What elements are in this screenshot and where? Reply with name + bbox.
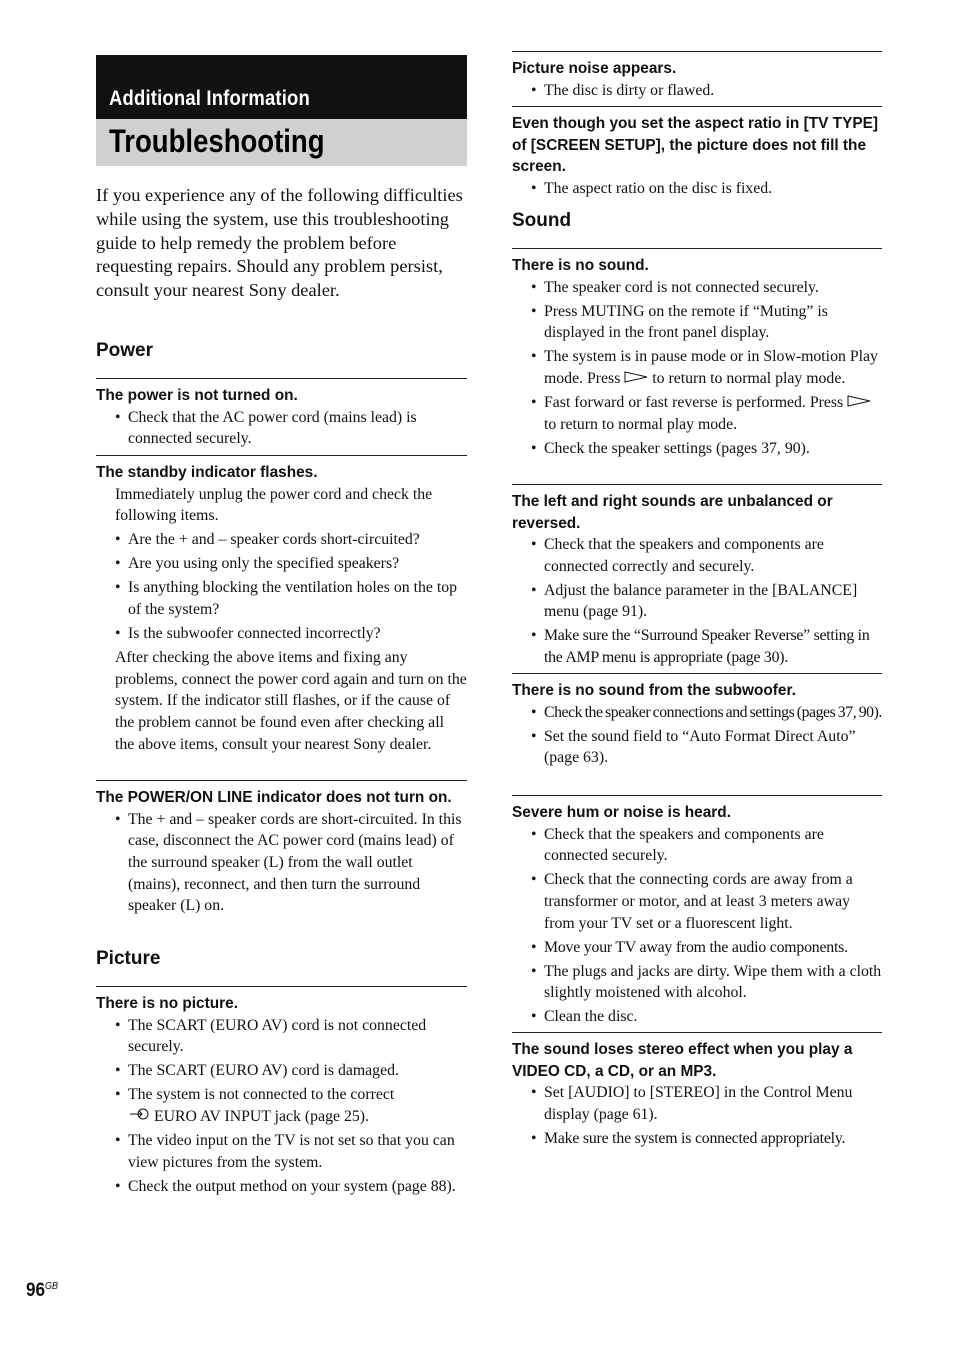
list-item: • Move your TV away from the audio components. [512, 937, 882, 959]
power-q2-after: After checking the above items and fixing any problems, connect the power cord again and turn on the system. If the indicator still flashes, or if the cause of the problem cannot be found even after checking all the above items, consult your nearest Sony dealer. [115, 648, 467, 753]
list-item: • The video input on the TV is not set so that you can view pictures from the system. [96, 1130, 467, 1173]
list-item: • The disc is dirty or flawed. [512, 80, 882, 102]
list-item: • Check the speaker connections and settings (pages 37, 90). [512, 702, 882, 724]
power-q1-title: The power is not turned on. [96, 378, 467, 407]
list-item: • Fast forward or fast reverse is performed. Press to return to normal play mode. [512, 392, 882, 435]
picture-q2 [512, 51, 882, 104]
list-item: • Adjust the balance parameter in the [BALANCE] menu (page 91). [512, 580, 882, 623]
picture-q3-title: Even though you set the aspect ratio in [TV TYPE] of [SCREEN SETUP], the picture does not fill the screen. [512, 106, 882, 178]
page-suffix: GB [45, 1281, 59, 1292]
sound-q4 [512, 795, 882, 1030]
list-item: • Check the speaker settings (pages 37, 90). [512, 438, 882, 460]
section-title: Additional Information [109, 87, 310, 110]
title-banner [96, 119, 467, 166]
list-item: • Press MUTING on the remote if “Muting” is displayed in the front panel display. [512, 301, 882, 344]
sound-q3 [512, 673, 882, 771]
list-item: • The speaker cord is not connected securely. [512, 277, 882, 299]
list-item: • Are you using only the specified speakers? [96, 553, 467, 575]
page-number: $96^{GB}$ [26, 1280, 59, 1301]
power-q2-lead: Immediately unplug the power cord and check the following items. [115, 485, 433, 525]
sound-q2 [512, 484, 882, 671]
list-item: • Make sure the system is connected appropriately. [512, 1128, 882, 1150]
play-icon [624, 368, 648, 390]
list-item: • The aspect ratio on the disc is fixed. [512, 178, 882, 200]
sound-q2-title: The left and right sounds are unbalanced or reversed. [512, 484, 882, 534]
power-q3-title: The POWER/ON LINE indicator does not turn on. [96, 780, 467, 809]
list-item: • Set [AUDIO] to [STEREO] in the Control Menu display (page 61). [512, 1082, 882, 1125]
sound-q5 [512, 1032, 882, 1152]
list-item: • The SCART (EURO AV) cord is damaged. [96, 1060, 467, 1082]
list-item: • Check that the speakers and components are connected securely. [512, 824, 882, 867]
sound-heading: Sound [512, 210, 572, 231]
list-item: • The plugs and jacks are dirty. Wipe them with a cloth slightly moistened with alcohol. [512, 961, 882, 1004]
power-q2 [96, 455, 467, 758]
power-section [96, 340, 467, 362]
list-item: • The + and – speaker cords are short-circuited. In this case, disconnect the AC power cord (mains lead) of the surround speaker (L) from the wall outlet (mains), reconnect, and then turn the surround speaker (L) on. [96, 809, 467, 918]
power-heading: Power [96, 340, 154, 361]
picture-heading: Picture [96, 948, 161, 969]
page-title: Troubleshooting [109, 123, 325, 159]
list-item: • The SCART (EURO AV) cord is not connected securely. [96, 1015, 467, 1058]
picture-q1 [96, 986, 467, 1200]
input-jack-icon [128, 1106, 150, 1128]
list-item: • Check that the AC power cord (mains lead) is connected securely. [96, 407, 467, 450]
sound-section [512, 210, 882, 232]
list-item: • Are the + and – speaker cords short-circuited? [96, 529, 467, 551]
picture-q3 [512, 106, 882, 202]
list-item: • Clean the disc. [512, 1006, 882, 1028]
section-banner [96, 55, 467, 119]
power-q3 [96, 780, 467, 919]
sound-q4-title: Severe hum or noise is heard. [512, 795, 882, 824]
play-icon [847, 392, 871, 414]
picture-section [96, 948, 467, 970]
list-item: • The system is not connected to the correct EURO AV INPUT jack (page 25). [96, 1084, 467, 1127]
list-item: • Is anything blocking the ventilation holes on the top of the system? [96, 577, 467, 620]
sound-q5-title: The sound loses stereo effect when you play a VIDEO CD, a CD, or an MP3. [512, 1032, 882, 1082]
sound-q1-title: There is no sound. [512, 248, 882, 277]
list-item: • Check that the speakers and components are connected correctly and securely. [512, 534, 882, 577]
power-q2-title: The standby indicator flashes. [96, 455, 467, 484]
list-item: • Set the sound field to “Auto Format Direct Auto” (page 63). [512, 726, 882, 769]
list-item: • Check that the connecting cords are away from a transformer or motor, and at least 3 meters away from your TV set or a fluorescent light. [512, 869, 882, 934]
list-item: • Check the output method on your system (page 88). [96, 1176, 467, 1198]
list-item: • Make sure the “Surround Speaker Reverse” setting in the AMP menu is appropriate (page 30). [512, 625, 882, 668]
picture-q1-title: There is no picture. [96, 986, 467, 1015]
list-item: • Is the subwoofer connected incorrectly? [96, 623, 467, 645]
sound-q3-title: There is no sound from the subwoofer. [512, 673, 882, 702]
intro-paragraph: If you experience any of the following difficulties while using the system, use this troubleshooting guide to help remedy the problem before requesting repairs. Should any problem persist, consult your nearest Sony dealer. [96, 185, 463, 301]
power-q1 [96, 378, 467, 452]
list-item: • The system is in pause mode or in Slow-motion Play mode. Press to return to normal play mode. [512, 346, 882, 389]
sound-q1 [512, 248, 882, 462]
picture-q2-title: Picture noise appears. [512, 51, 882, 80]
